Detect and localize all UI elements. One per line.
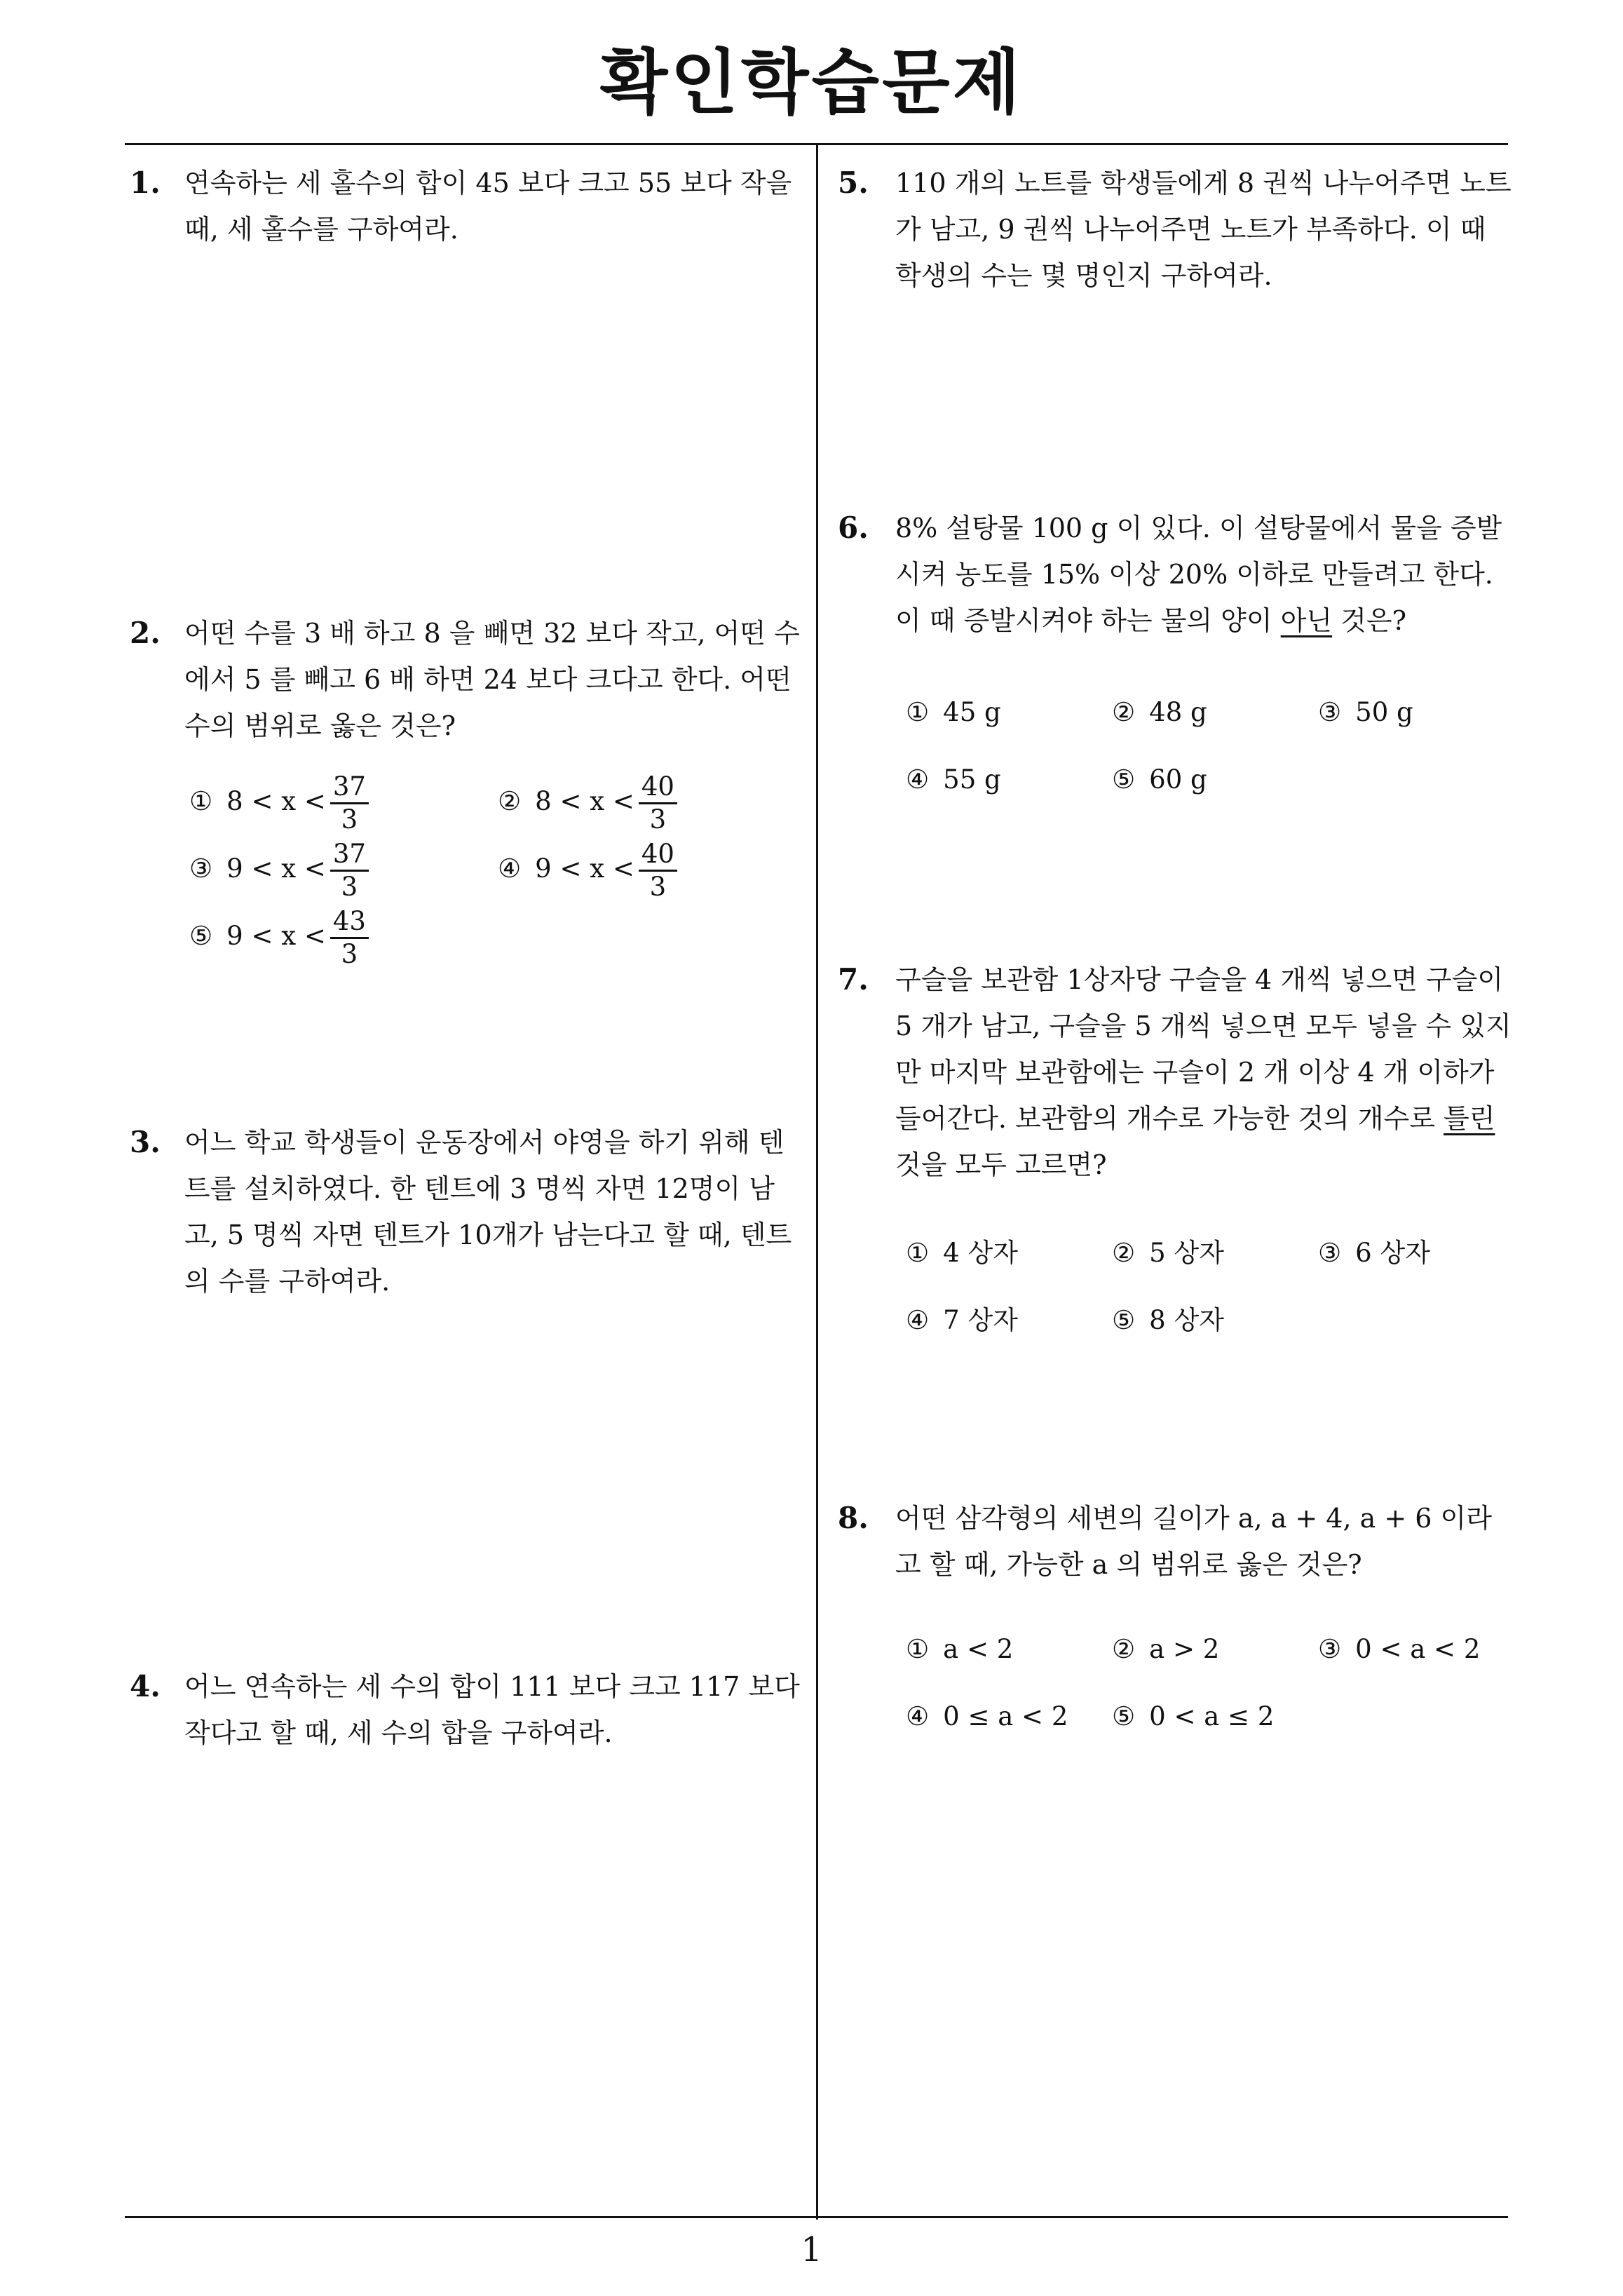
problem-number: 4. xyxy=(130,1669,161,1703)
problem-text: 연속하는 세 홀수의 합이 45 보다 크고 55 보다 작을 때, 세 홀수를 구하여라. xyxy=(184,168,792,245)
choice-2[interactable]: ② 48 g xyxy=(1112,697,1207,727)
choice-1[interactable]: ① 45 g xyxy=(906,697,1001,727)
problem-number: 1. xyxy=(130,166,161,200)
problem-text: 구슬을 보관함 1상자당 구슬을 4 개씩 넣으면 구슬이 5 개가 남고, 구슬을 5 개씩 넣으면 모두 넣을 수 있지만 마지막 보관함에는 구슬이 2 개 이상 4 개 이하가 들어간다. 보관함의 개수로 가능한 것의 개수로 틀린 것을 모두 고르면? xyxy=(895,964,1512,1180)
fraction: $\frac{40}{3}$ xyxy=(639,839,677,903)
fraction: $\frac{43}{3}$ xyxy=(330,906,369,970)
choice-2[interactable]: ② 5 상자 xyxy=(1112,1238,1224,1268)
page-title: 확인학습문제 xyxy=(599,41,1024,123)
problem-number: 3. xyxy=(130,1125,161,1159)
choice-5[interactable]: ⑤ 9 < x < $\frac{43}{3}$ xyxy=(189,906,369,970)
fraction: $\frac{37}{3}$ xyxy=(330,771,369,835)
emphasis-underline: 틀린 xyxy=(1444,1103,1495,1134)
page-number: 1 xyxy=(801,2230,822,2269)
problem-text: 어느 학교 학생들이 운동장에서 야영을 하기 위해 텐트를 설치하였다. 한 텐트에 3 명씩 자면 12명이 남고, 5 명씩 자면 텐트가 10개가 남는다고 할 때, 텐트의 수를 구하여라. xyxy=(184,1127,792,1297)
column-divider xyxy=(816,144,818,2220)
problem-text: 110 개의 노트를 학생들에게 8 권씩 나누어주면 노트가 남고, 9 권씩 나누어주면 노트가 부족하다. 이 때 학생의 수는 몇 명인지 구하여라. xyxy=(895,168,1512,291)
choice-3[interactable]: ③ 0 < a < 2 xyxy=(1318,1634,1481,1664)
emphasis-underline: 아닌 xyxy=(1280,605,1333,636)
problem-number: 6. xyxy=(838,511,869,545)
fraction: $\frac{37}{3}$ xyxy=(330,839,369,903)
choice-4[interactable]: ④ 7 상자 xyxy=(906,1305,1018,1335)
problem-text: 어떤 수를 3 배 하고 8 을 빼면 32 보다 작고, 어떤 수에서 5 를 빼고 6 배 하면 24 보다 크다고 한다. 어떤 수의 범위로 옳은 것은? xyxy=(184,618,800,741)
problem-number: 2. xyxy=(130,616,161,650)
choice-2[interactable]: ② 8 < x < $\frac{40}{3}$ xyxy=(498,771,677,835)
choice-3[interactable]: ③ 9 < x < $\frac{37}{3}$ xyxy=(189,839,369,903)
choice-5[interactable]: ⑤ 0 < a ≤ 2 xyxy=(1112,1701,1275,1731)
fraction: $\frac{40}{3}$ xyxy=(639,771,677,835)
choice-1[interactable]: ① a < 2 xyxy=(906,1634,1014,1664)
problem-text: 8% 설탕물 100 g 이 있다. 이 설탕물에서 물을 증발시켜 농도를 15% 이상 20% 이하로 만들려고 한다. 이 때 증발시켜야 하는 물의 양이 아닌 것은? xyxy=(895,513,1502,636)
problem-number: 7. xyxy=(838,962,869,997)
choice-3[interactable]: ③ 50 g xyxy=(1318,697,1413,727)
problem-number: 8. xyxy=(838,1501,869,1535)
problem-number: 5. xyxy=(838,166,869,200)
problem-text: 어떤 삼각형의 세변의 길이가 a, a + 4, a + 6 이라고 할 때, 가능한 a 의 범위로 옳은 것은? xyxy=(895,1503,1492,1580)
choice-5[interactable]: ⑤ 8 상자 xyxy=(1112,1305,1224,1335)
problem-text: 어느 연속하는 세 수의 합이 111 보다 크고 117 보다 작다고 할 때, 세 수의 합을 구하여라. xyxy=(184,1671,800,1748)
choice-4[interactable]: ④ 9 < x < $\frac{40}{3}$ xyxy=(498,839,677,903)
choice-1[interactable]: ① 4 상자 xyxy=(906,1238,1018,1268)
choice-5[interactable]: ⑤ 60 g xyxy=(1112,764,1207,795)
choice-3[interactable]: ③ 6 상자 xyxy=(1318,1238,1430,1268)
choice-1[interactable]: ① 8 < x < $\frac{37}{3}$ xyxy=(189,771,369,835)
choice-4[interactable]: ④ 55 g xyxy=(906,764,1001,795)
choice-4[interactable]: ④ 0 ≤ a < 2 xyxy=(906,1701,1068,1731)
footer-rule xyxy=(125,2216,1508,2218)
choice-2[interactable]: ② a > 2 xyxy=(1112,1634,1220,1664)
